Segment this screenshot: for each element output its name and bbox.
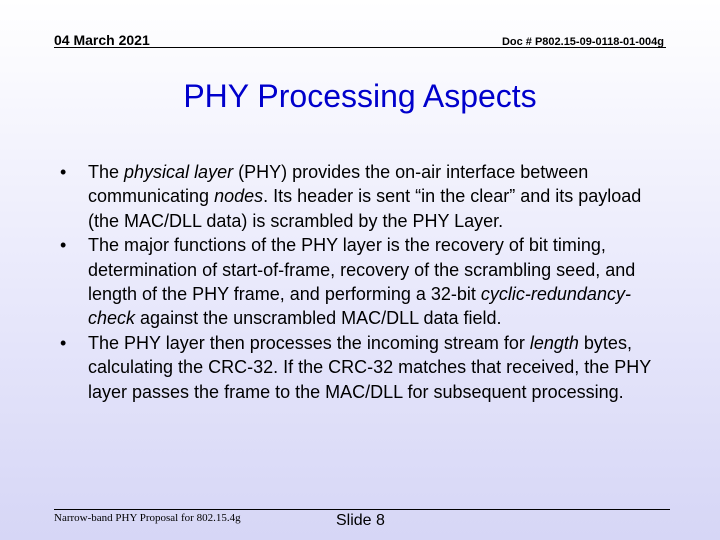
bullet-segment-italic: length xyxy=(529,332,579,353)
bullet-segment: bytes, calculating the CRC-32. If the CRC-32 matches that received, the PHY layer passes the frame to the MAC/DLL for subsequent processing. xyxy=(88,332,651,402)
bullet-segment-italic: cyclic-redundancy-check xyxy=(88,284,631,329)
header-divider xyxy=(54,47,666,48)
footer-proposal-title: Narrow-band PHY Proposal for 802.15.4g xyxy=(54,512,241,524)
slide-title: PHY Processing Aspects xyxy=(183,78,537,114)
bullet-marker: • xyxy=(60,162,67,182)
bullet-segment: (PHY) provides the on-air interface between communicating xyxy=(88,162,589,207)
footer-divider xyxy=(54,509,670,510)
bullet-marker: • xyxy=(60,332,67,353)
bullet-marker: • xyxy=(60,235,67,256)
bullet-segment-italic: nodes xyxy=(214,186,264,207)
bullet-segment: The major functions of the PHY layer is the recovery of bit timing, determination of start-of-frame, recovery of the scrambling seed, and length of the PHY frame, and performing a 32-bit xyxy=(88,235,636,305)
slide-number: Slide 8 xyxy=(336,512,385,529)
bullet-item xyxy=(58,233,668,331)
bullet-segment: The xyxy=(88,162,125,182)
bullet-segment: against the unscrambled MAC/DLL data field. xyxy=(135,308,502,329)
bullet-segment: The PHY layer then processes the incoming stream for xyxy=(88,332,530,353)
bullet-list xyxy=(58,160,668,404)
bullet-item xyxy=(58,160,668,233)
bullet-segment: . Its header is sent “in the clear” and its payload (the MAC/DLL data) is scrambled by the PHY Layer. xyxy=(88,186,642,231)
header-date: 04 March 2021 xyxy=(54,32,150,48)
bullet-segment-italic: physical layer xyxy=(124,162,234,182)
header-doc-number: Doc # P802.15-09-0118-01-004g xyxy=(501,36,664,48)
bullet-item xyxy=(58,331,668,404)
